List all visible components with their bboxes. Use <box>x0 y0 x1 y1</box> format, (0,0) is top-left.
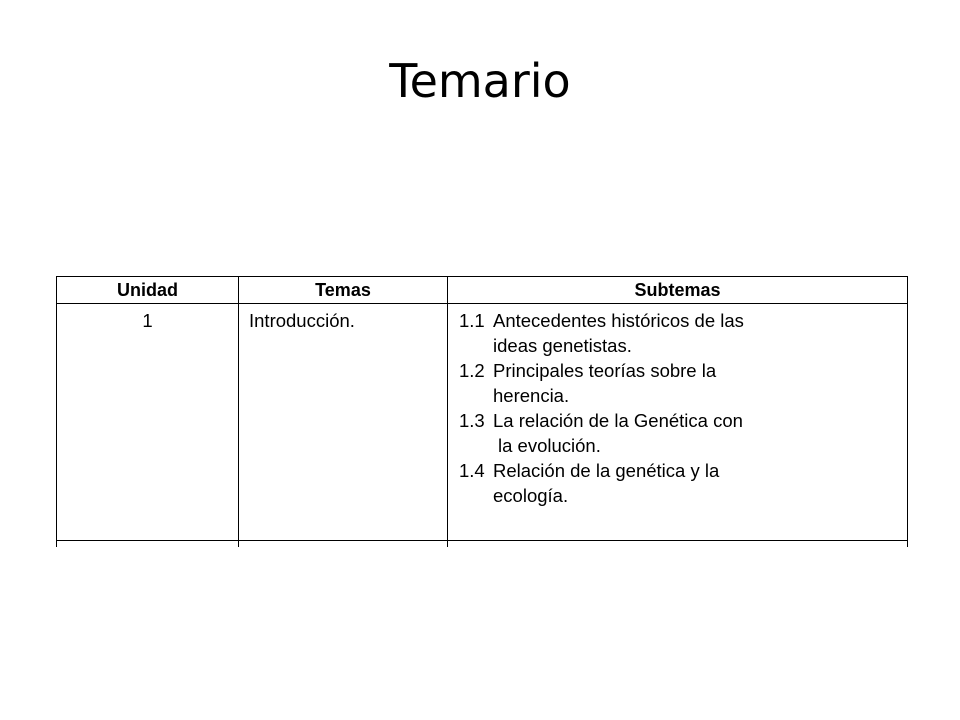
table-row-continuation <box>57 541 908 548</box>
subtema-text <box>493 358 907 408</box>
header-unidad: Unidad <box>57 277 239 304</box>
subtema-line: herencia. <box>493 385 570 406</box>
syllabus-table <box>56 276 908 547</box>
subtema-item <box>459 408 907 458</box>
subtema-line: la evolución. <box>498 435 601 456</box>
subtema-line: ideas genetistas. <box>493 335 632 356</box>
subtema-line: La relación de la Genética con <box>493 410 743 431</box>
subtema-text <box>493 408 907 458</box>
cell-empty <box>448 541 908 548</box>
subtema-line: Relación de la genética y la <box>493 460 720 481</box>
syllabus-table-container <box>56 276 908 542</box>
table-row <box>57 304 908 541</box>
subtema-line: ecología. <box>493 485 569 506</box>
subtema-item <box>459 308 907 358</box>
subtema-item <box>459 458 907 508</box>
subtema-number: 1.4 <box>459 460 485 481</box>
cell-subtemas <box>448 304 908 541</box>
slide-title: Temario <box>389 54 571 108</box>
subtema-line: Principales teorías sobre la <box>493 360 717 381</box>
subtema-item <box>459 358 907 408</box>
cell-empty <box>57 541 239 548</box>
cell-unidad: 1 <box>57 304 239 541</box>
cell-empty <box>239 541 448 548</box>
subtema-line: Antecedentes históricos de las <box>493 310 744 331</box>
subtema-text <box>493 458 907 508</box>
header-temas: Temas <box>239 277 448 304</box>
subtema-number: 1.3 <box>459 410 485 431</box>
subtema-text <box>493 308 907 358</box>
subtema-number: 1.1 <box>459 310 485 331</box>
subtema-number: 1.2 <box>459 360 485 381</box>
table-header-row <box>57 277 908 304</box>
header-subtemas: Subtemas <box>448 277 908 304</box>
cell-tema: Introducción. <box>239 304 448 541</box>
